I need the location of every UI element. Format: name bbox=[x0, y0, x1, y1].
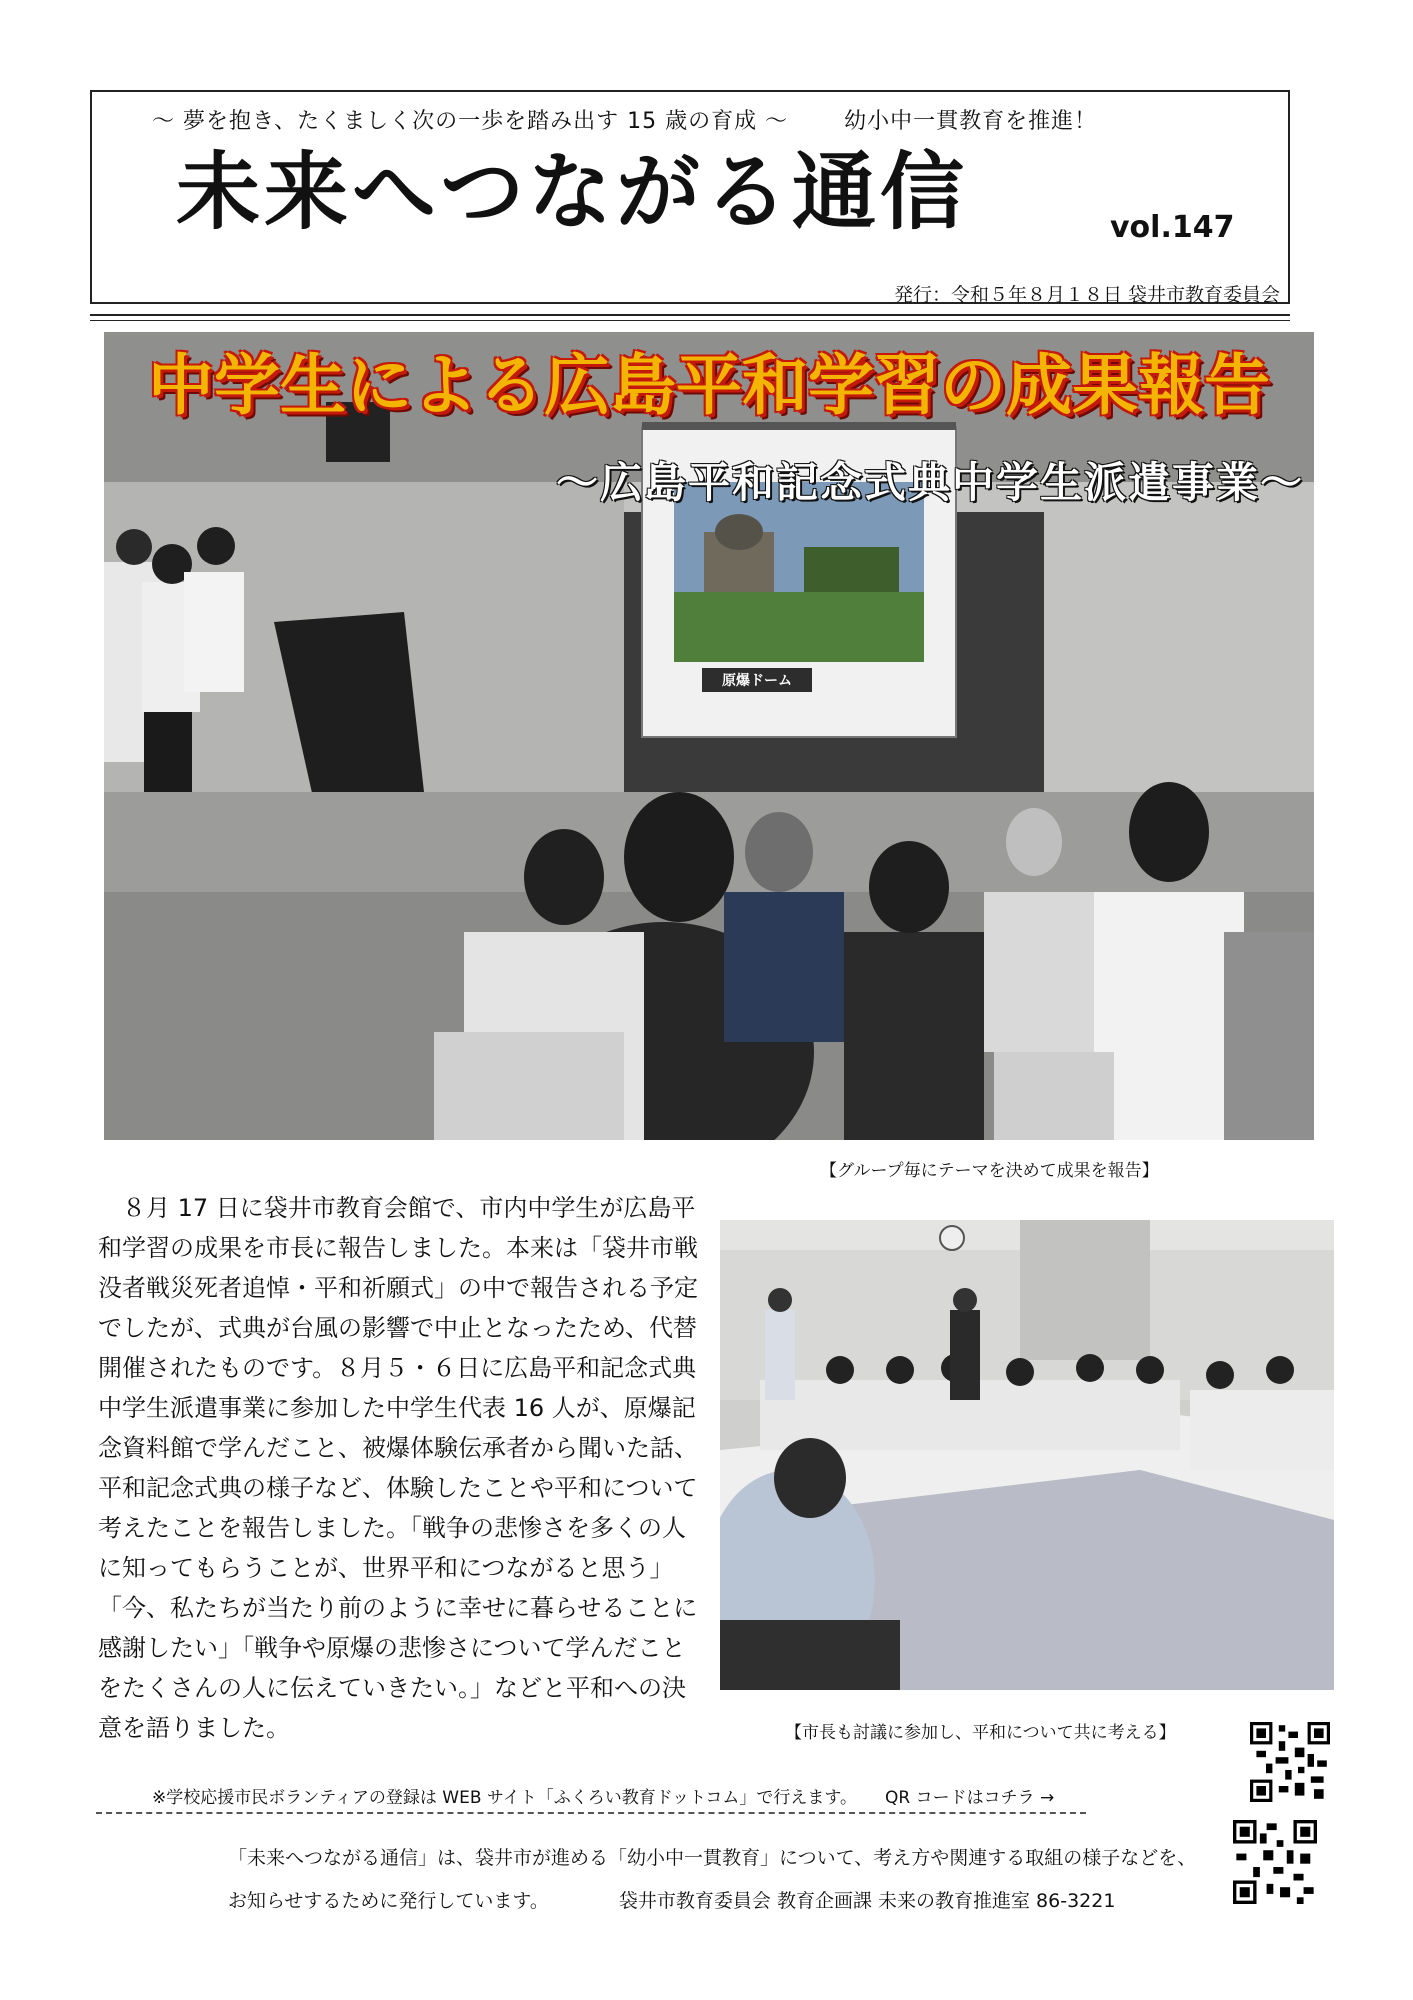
footer-description-end: お知らせするために発行しています。 bbox=[228, 1890, 549, 1912]
slogan: ～ 夢を抱き、たくましく次の一歩を踏み出す 15 歳の育成 ～ bbox=[152, 109, 789, 134]
qr-code-icon[interactable] bbox=[1233, 1820, 1317, 1904]
main-photo-caption: 【グループ毎にテーマを決めて成果を報告】 bbox=[820, 1161, 1159, 1181]
volunteer-note-line bbox=[152, 1783, 1054, 1808]
footer-contact: 袋井市教育委員会 教育企画課 未来の教育推進室 86-3221 bbox=[618, 1890, 1116, 1912]
footer-description: 「未来へつながる通信」は、袋井市が進める「幼小中一貫教育」について、考え方や関連する取組の様子などを、 bbox=[228, 1847, 1197, 1869]
header-rule bbox=[90, 314, 1290, 316]
volunteer-note: ※学校応援市民ボランティアの登録は WEB サイト「ふくろい教育ドットコム」で行えます。 bbox=[152, 1788, 857, 1808]
article-paragraph: ８月 17 日に袋井市教育会館で、市内中学生が広島平和学習の成果を市長に報告しました。本来は「袋井市戦没者戦災死者追悼・平和祈願式」の中で報告される予定でしたが、式典が台風の影響で中止となったため、代替開催されたものです。８月５・６日に広島平和記念式典中学生派遣事業に参加した中学生代表 16 人が、原爆記念資料館で学んだこと、被爆体験伝承者から聞いた話、平和記念式典の様子など、体験したことや平和について考えたことを報告しました。「戦争の悲惨さを多くの人に知ってもらうことが、世界平和につながると思う」「今、私たちが当たり前のように幸せに暮らせることに感謝したい」「戦争や原爆の悲惨さについて学んだことをたくさんの人に伝えていきたい。」などと平和への決意を語りました。 bbox=[98, 1194, 698, 1742]
masthead-box bbox=[90, 90, 1290, 304]
main-photo bbox=[104, 332, 1314, 1140]
subheadline: ～広島平和記念式典中学生派遣事業～ bbox=[555, 458, 1304, 507]
newsletter-title: 未来へつながる通信 bbox=[176, 143, 969, 241]
header-rule-thin bbox=[90, 320, 1290, 321]
slide-label: 原爆ドーム bbox=[722, 673, 792, 689]
footer-line2 bbox=[228, 1886, 1115, 1913]
discussion-photo bbox=[720, 1220, 1334, 1690]
publisher-line: 発行：令和５年８月１８日 袋井市教育委員会 bbox=[893, 284, 1280, 306]
qr-note: QR コードはコチラ → bbox=[885, 1788, 1055, 1808]
tagline: 幼小中一貫教育を推進！ bbox=[844, 109, 1098, 134]
volume-number: vol.147 bbox=[1110, 210, 1235, 245]
sub-photo-caption: 【市長も討議に参加し、平和について共に考える】 bbox=[785, 1723, 1176, 1743]
headline: 中学生による広島平和学習の成果報告 bbox=[148, 347, 1270, 424]
slogan-line bbox=[152, 104, 1232, 135]
article-body bbox=[98, 1188, 698, 1748]
dashed-divider bbox=[96, 1812, 1086, 1814]
sub-photo bbox=[720, 1220, 1334, 1690]
qr-code-icon[interactable] bbox=[1250, 1722, 1330, 1802]
